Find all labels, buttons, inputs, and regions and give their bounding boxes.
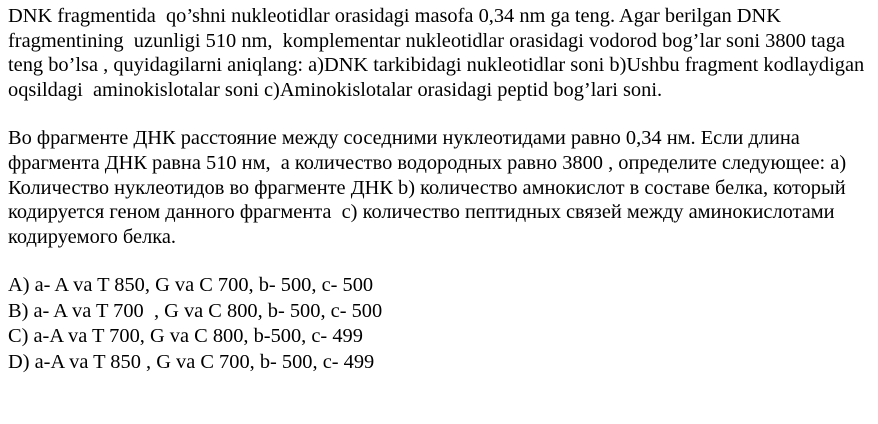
answer-options [8,273,870,375]
paragraph-spacer [8,249,870,273]
option-b: B) a- A va T 700 , G va C 800, b- 500, c- 500 [8,299,383,322]
option-c: C) a-A va T 700, G va C 800, b-500, c- 499 [8,325,363,348]
option-a: A) a- A va T 850, G va C 700, b- 500, c- 500 [8,274,374,297]
option-d: D) a-A va T 850 , G va C 700, b- 500, c- 499 [8,350,375,373]
question-russian: Во фрагменте ДНК расстояние между соседними нуклеотидами равно 0,34 нм. Если длина фрагмента ДНК равна 510 нм, а количество водородных равно 3800 , определите следующее: а) Количество нуклеотидов во фрагменте ДНК b) количество амнокислот в составе белка, который кодируется геном данного фрагмента с) количество пептидных связей между аминокислотами кодируемого белка. [8,127,852,248]
document-body [8,4,870,375]
question-uzbek: DNK fragmentida qo’shni nukleotidlar orasidagi masofa 0,34 nm ga teng. Agar berilgan DNK fragmentining uzunligi 510 nm, komplementar nukleotidlar orasidagi vodorod bog’lar soni 3800 taga teng bo’lsa , quyidagilarni aniqlang: a)DNK tarkibidagi nukleotidlar soni b)Ushbu fragment kodlaydigan oqsildagi aminokislotalar soni c)Aminokislotalar orasidagi peptid bog’lari soni. [8,5,870,101]
paragraph-spacer [8,102,870,126]
